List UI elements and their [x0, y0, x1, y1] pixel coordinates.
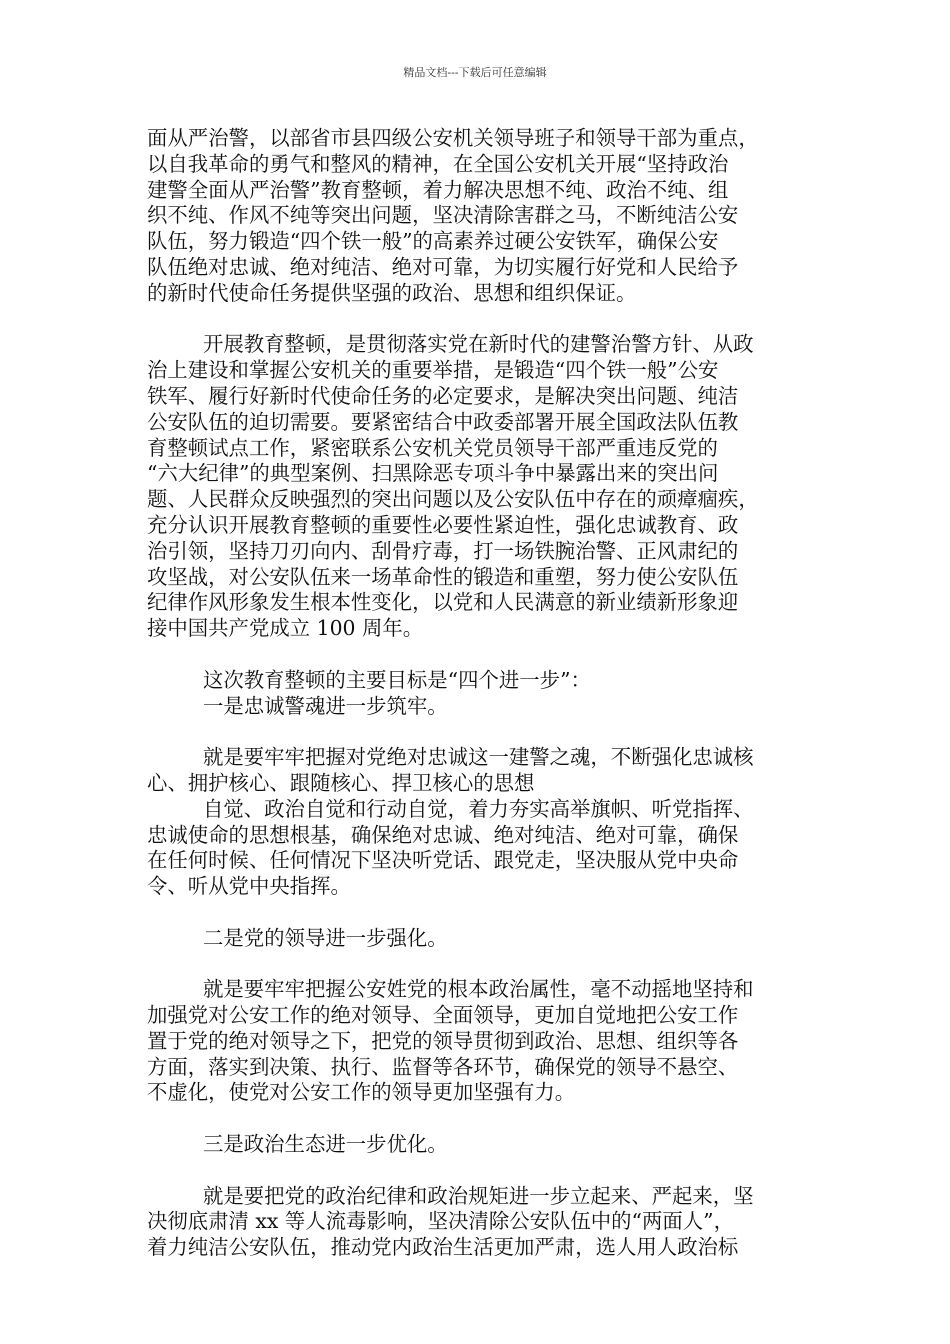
- paragraph-spacer: [147, 1158, 807, 1184]
- text-line: 公安队伍的迫切需要。要紧密结合中政委部署开展全国政法队伍教: [147, 409, 739, 434]
- paragraph: [147, 126, 807, 307]
- text-line: 育整顿试点工作，紧密联系公安机关党员领导干部严重违反党的: [147, 435, 718, 460]
- paragraph-spacer: [147, 719, 807, 745]
- paragraph-spacer: [147, 307, 807, 333]
- text-line: 三是政治生态进一步优化。: [203, 1132, 448, 1157]
- text-line: 纪律作风形象发生根本性变化，以党和人民满意的新业绩新形象迎: [147, 590, 739, 615]
- text-line: 接中国共产党成立 100 周年。: [147, 616, 424, 641]
- text-line: 织不纯、作风不纯等突出问题，坚决清除害群之马，不断纯洁公安: [147, 203, 739, 228]
- text-line: 着力纯洁公安队伍，推动党内政治生活更加严肃，选人用人政治标: [147, 1235, 739, 1260]
- text-line: 在任何时候、任何情况下坚决听党话、跟党走，坚决服从党中央命: [147, 848, 739, 873]
- paragraph: [147, 332, 807, 642]
- paragraph-spacer: [147, 952, 807, 978]
- paragraph: [147, 668, 807, 694]
- text-line: 不虚化，使党对公安工作的领导更加坚强有力。: [147, 1080, 576, 1105]
- page-header: 精品文档---下载后可任意编辑: [403, 66, 547, 79]
- text-line: 加强党对公安工作的绝对领导、全面领导，更加自觉地把公安工作: [147, 1003, 739, 1028]
- paragraph: [147, 977, 807, 1106]
- text-line: 铁军、履行好新时代使命任务的必定要求，是解决突出问题、纯洁: [147, 383, 739, 408]
- paragraph-spacer: [147, 1106, 807, 1132]
- text-line: 充分认识开展教育整顿的重要性必要性紧迫性，强化忠诚教育、政: [147, 512, 739, 537]
- text-line: 二是党的领导进一步强化。: [203, 925, 448, 950]
- document-body: [147, 126, 807, 1261]
- text-line: 就是要把党的政治纪律和政治规矩进一步立起来、严起来，坚: [203, 1183, 754, 1208]
- text-line: 令、听从党中央指挥。: [147, 874, 351, 899]
- paragraph: [147, 1184, 807, 1261]
- text-line: 的新时代使命任务提供坚强的政治、思想和组织保证。: [147, 280, 637, 305]
- text-line: 决彻底肃清 xx 等人流毒影响，坚决清除公安队伍中的“两面人”，: [147, 1209, 734, 1234]
- paragraph: [147, 797, 807, 900]
- text-line: 方面，落实到决策、执行、监督等各环节，确保党的领导不悬空、: [147, 1054, 739, 1079]
- paragraph: [147, 694, 807, 720]
- text-line: 这次教育整顿的主要目标是“四个进一步”：: [203, 667, 591, 692]
- text-line: 置于党的绝对领导之下，把党的领导贯彻到政治、思想、组织等各: [147, 1028, 739, 1053]
- text-line: 自觉、政治自觉和行动自觉，着力夯实高举旗帜、听党指挥、: [203, 796, 754, 821]
- text-line: 队伍绝对忠诚、绝对纯洁、绝对可靠，为切实履行好党和人民给予: [147, 254, 739, 279]
- text-line: 攻坚战，对公安队伍来一场革命性的锻造和重塑，努力使公安队伍: [147, 564, 739, 589]
- text-line: “六大纪律”的典型案例、扫黑除恶专项斗争中暴露出来的突出问: [147, 461, 719, 486]
- text-line: 就是要牢牢把握公安姓党的根本政治属性，毫不动摇地坚持和: [203, 977, 754, 1002]
- text-line: 忠诚使命的思想根基，确保绝对忠诚、绝对纯洁、绝对可靠，确保: [147, 822, 739, 847]
- text-line: 题、人民群众反映强烈的突出问题以及公安队伍中存在的顽瘴痼疾，: [147, 487, 759, 512]
- text-line: 面从严治警，以部省市县四级公安机关领导班子和领导干部为重点，: [147, 126, 759, 150]
- text-line: 队伍，努力锻造“四个铁一般”的高素养过硬公安铁军，确保公安: [147, 229, 719, 254]
- paragraph: [147, 926, 807, 952]
- text-line: 治上建设和掌握公安机关的重要举措，是锻造“四个铁一般”公安: [147, 358, 719, 383]
- text-line: 以自我革命的勇气和整风的精神，在全国公安机关开展“坚持政治: [147, 151, 729, 176]
- paragraph: [147, 1132, 807, 1158]
- text-line: 建警全面从严治警”教育整顿，着力解决思想不纯、政治不纯、组: [147, 177, 729, 202]
- text-line: 就是要牢牢把握对党绝对忠诚这一建警之魂，不断强化忠诚核: [203, 745, 754, 770]
- paragraph-spacer: [147, 900, 807, 926]
- text-line: 治引领，坚持刀刃向内、刮骨疗毒，打一场铁腕治警、正风肃纪的: [147, 538, 739, 563]
- paragraph-spacer: [147, 642, 807, 668]
- text-line: 一是忠诚警魂进一步筑牢。: [203, 693, 448, 718]
- text-line: 开展教育整顿，是贯彻落实党在新时代的建警治警方针、从政: [203, 332, 754, 357]
- paragraph: [147, 745, 807, 797]
- text-line: 心、拥护核心、跟随核心、捍卫核心的思想: [147, 770, 535, 795]
